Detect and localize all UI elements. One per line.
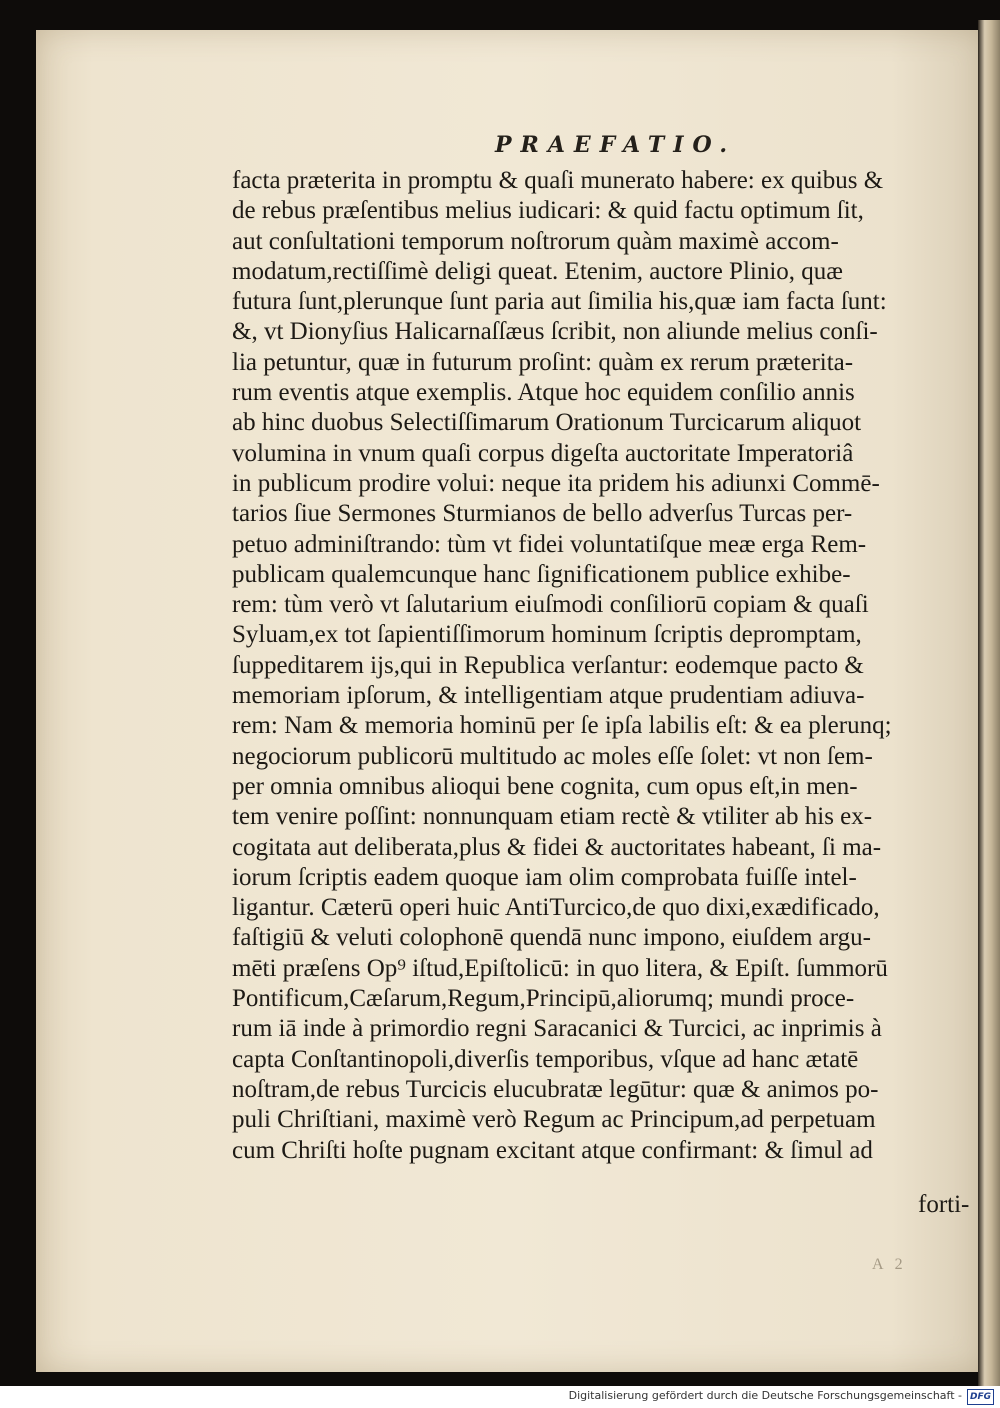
- text-line: faſtigiū & veluti colophonē quendā nunc impono, eiuſdem argu-: [232, 924, 871, 952]
- text-line: capta Conſtantinopoli,diverſis temporibus, vſque ad hanc ætatē: [232, 1045, 859, 1073]
- digitization-credit: Digitalisierung gefördert durch die Deutsche Forschungsgemeinschaft -: [568, 1389, 962, 1402]
- text-line: ligantur. Cæterū operi huic AntiTurcico,de quo dixi,exædificado,: [232, 894, 880, 922]
- text-line: rem: Nam & memoria hominū per ſe ipſa labilis eſt: & ea plerunq;: [232, 712, 892, 740]
- text-line: rum eventis atque exemplis. Atque hoc equidem conſilio annis: [232, 379, 855, 407]
- text-line: per omnia omnibus alioqui bene cognita, cum opus eſt,in men-: [232, 772, 858, 800]
- text-line: rum iā inde à primordio regni Saracanici & Turcici, ac inprimis à: [232, 1015, 882, 1043]
- footer-bar: [0, 1386, 1000, 1408]
- text-line: petuo adminiſtrando: tùm vt fidei voluntatiſque meæ erga Rem-: [232, 530, 867, 558]
- text-line: rem: tùm verò vt ſalutarium eiuſmodi conſiliorū copiam & quaſi: [232, 591, 869, 619]
- catchword: forti-: [918, 1191, 970, 1218]
- text-line: facta præterita in promptu & quaſi munerato habere: ex quibus &: [232, 167, 884, 194]
- text-line: mēti præſens Op⁹ iſtud,Epiſtolicū: in quo litera, & Epiſt. ſummorū: [232, 954, 888, 982]
- text-line: noſtram,de rebus Turcicis elucubratæ legūtur: quæ & animos po-: [232, 1075, 879, 1103]
- running-head: PRAEFATIO.: [495, 132, 737, 158]
- text-line: Syluam,ex tot ſapientiſſimorum hominum ſcriptis depromptam,: [232, 621, 862, 649]
- text-line: Pontificum,Cæſarum,Regum,Principū,aliorumq; mundi proce-: [232, 985, 855, 1013]
- text-line: publicam qualemcunque hanc ſignificationem publice exhibe-: [232, 560, 851, 588]
- text-line: lia petuntur, quæ in futurum proſint: quàm ex rerum præterita-: [232, 348, 854, 376]
- text-line: cum Chriſti hoſte pugnam excitant atque confirmant: & ſimul ad: [232, 1136, 873, 1164]
- text-line: de rebus præſentibus melius iudicari: & quid factu optimum ſit,: [232, 197, 864, 225]
- signature-mark: A 2: [872, 1256, 907, 1273]
- text-line: cogitata aut deliberata,plus & fidei & auctoritates habeant, ſi ma-: [232, 833, 882, 861]
- text-line: puli Chriſtiani, maximè verò Regum ac Principum,ad perpetuam: [232, 1106, 876, 1134]
- text-line: &, vt Dionyſius Halicarnaſſæus ſcribit, non aliunde melius conſi-: [232, 318, 878, 346]
- text-line: iorum ſcriptis eadem quoque iam olim comprobata fuiſſe intel-: [232, 863, 857, 891]
- body-text: [232, 166, 984, 1166]
- text-line: ſuppeditarem ijs,qui in Republica verſantur: eodemque pacto &: [232, 651, 864, 679]
- text-line: modatum,rectiſſimè deligi queat. Etenim, auctore Plinio, quæ: [232, 257, 843, 285]
- text-line: futura ſunt,plerunque ſunt paria aut ſimilia his,quæ iam facta ſunt:: [232, 288, 887, 316]
- text-line: in publicum prodire volui: neque ita pridem his adiunxi Commē-: [232, 469, 880, 497]
- text-line: negociorum publicorū multitudo ac moles eſſe ſolet: vt non ſem-: [232, 742, 873, 770]
- text-line: ab hinc duobus Selectiſſimarum Orationum Turcicarum aliquot: [232, 409, 862, 437]
- text-line: memoriam ipſorum, & intelligentiam atque prudentiam adiuva-: [232, 682, 865, 710]
- text-line: volumina in vnum quaſi corpus digeſta auctoritate Imperatoriâ: [232, 439, 854, 467]
- text-line: tarios ſiue Sermones Sturmianos de bello adverſus Turcas per-: [232, 500, 853, 528]
- text-line: aut conſultationi temporum noſtrorum quàm maximè accom-: [232, 227, 839, 255]
- text-line: tem venire poſſint: nonnunquam etiam rectè & vtiliter ab his ex-: [232, 803, 873, 831]
- dfg-logo-icon: DFG: [967, 1389, 994, 1405]
